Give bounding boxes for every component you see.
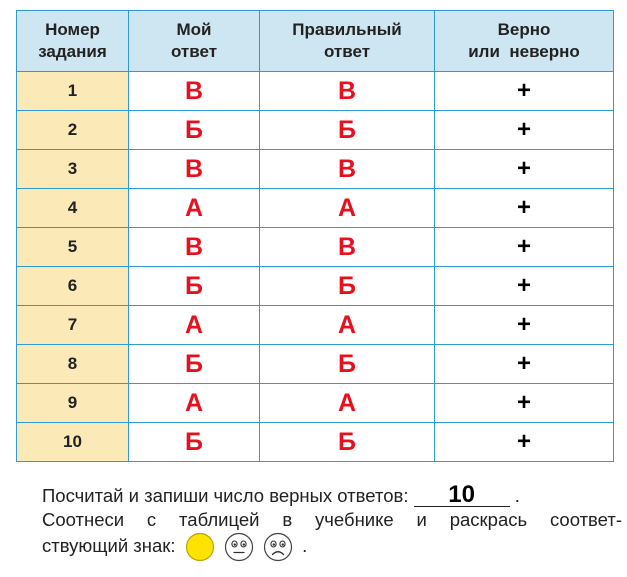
- correct-count-field[interactable]: 10: [414, 484, 510, 507]
- task-number-cell: 7: [17, 306, 129, 345]
- correct-answer-cell: В: [260, 228, 435, 267]
- task-number-cell: 2: [17, 111, 129, 150]
- instructions-block: [42, 481, 622, 562]
- my-answer-cell: А: [129, 306, 260, 345]
- count-prompt: Посчитай и запиши число верных ответов:: [42, 485, 409, 506]
- count-end-dot: .: [514, 485, 520, 506]
- my-answer-cell: Б: [129, 267, 260, 306]
- sad-face-icon[interactable]: [263, 532, 293, 562]
- table-row: [17, 306, 614, 345]
- my-answer-cell: А: [129, 384, 260, 423]
- header-right-or-wrong: Верно или неверно: [435, 11, 614, 72]
- correct-answer-cell: В: [260, 72, 435, 111]
- correct-answer-cell: Б: [260, 423, 435, 462]
- correct-answer-cell: А: [260, 384, 435, 423]
- table-row: [17, 111, 614, 150]
- correct-answer-cell: Б: [260, 345, 435, 384]
- result-mark-cell: +: [435, 111, 614, 150]
- table-row: [17, 228, 614, 267]
- task-number-cell: 10: [17, 423, 129, 462]
- neutral-face-icon[interactable]: [224, 532, 254, 562]
- header-row: [17, 11, 614, 72]
- task-number-cell: 9: [17, 384, 129, 423]
- table-row: [17, 423, 614, 462]
- instruction-tail: ствующий знак:: [42, 534, 176, 556]
- my-answer-cell: Б: [129, 111, 260, 150]
- result-mark-cell: +: [435, 306, 614, 345]
- correct-answer-cell: В: [260, 150, 435, 189]
- answer-table: [16, 10, 614, 462]
- header-task-number: Номер задания: [17, 11, 129, 72]
- result-mark-cell: +: [435, 267, 614, 306]
- faces-line: [42, 532, 622, 562]
- result-mark-cell: +: [435, 150, 614, 189]
- result-mark-cell: +: [435, 228, 614, 267]
- correct-answer-cell: Б: [260, 267, 435, 306]
- my-answer-cell: В: [129, 72, 260, 111]
- task-number-cell: 3: [17, 150, 129, 189]
- task-number-cell: 8: [17, 345, 129, 384]
- table-row: [17, 345, 614, 384]
- my-answer-cell: В: [129, 150, 260, 189]
- correct-answer-cell: А: [260, 306, 435, 345]
- result-mark-cell: +: [435, 345, 614, 384]
- faces-end-dot: .: [302, 534, 308, 556]
- header-correct-answer: Правильный ответ: [260, 11, 435, 72]
- result-mark-cell: +: [435, 423, 614, 462]
- count-line: [42, 481, 622, 508]
- task-number-cell: 6: [17, 267, 129, 306]
- my-answer-cell: Б: [129, 345, 260, 384]
- result-mark-cell: +: [435, 72, 614, 111]
- table-row: [17, 150, 614, 189]
- my-answer-cell: А: [129, 189, 260, 228]
- result-mark-cell: +: [435, 189, 614, 228]
- correct-answer-cell: Б: [260, 111, 435, 150]
- my-answer-cell: Б: [129, 423, 260, 462]
- faces-group: [185, 532, 297, 562]
- table-row: [17, 267, 614, 306]
- my-answer-cell: В: [129, 228, 260, 267]
- table-row: [17, 72, 614, 111]
- task-number-cell: 4: [17, 189, 129, 228]
- happy-face-icon[interactable]: [185, 532, 215, 562]
- instruction-line: Соотнеси с таблицей в учебнике и раскрась соответ-: [42, 509, 622, 530]
- result-mark-cell: +: [435, 384, 614, 423]
- task-number-cell: 1: [17, 72, 129, 111]
- table-row: [17, 189, 614, 228]
- task-number-cell: 5: [17, 228, 129, 267]
- table-row: [17, 384, 614, 423]
- header-my-answer: Мой ответ: [129, 11, 260, 72]
- correct-answer-cell: А: [260, 189, 435, 228]
